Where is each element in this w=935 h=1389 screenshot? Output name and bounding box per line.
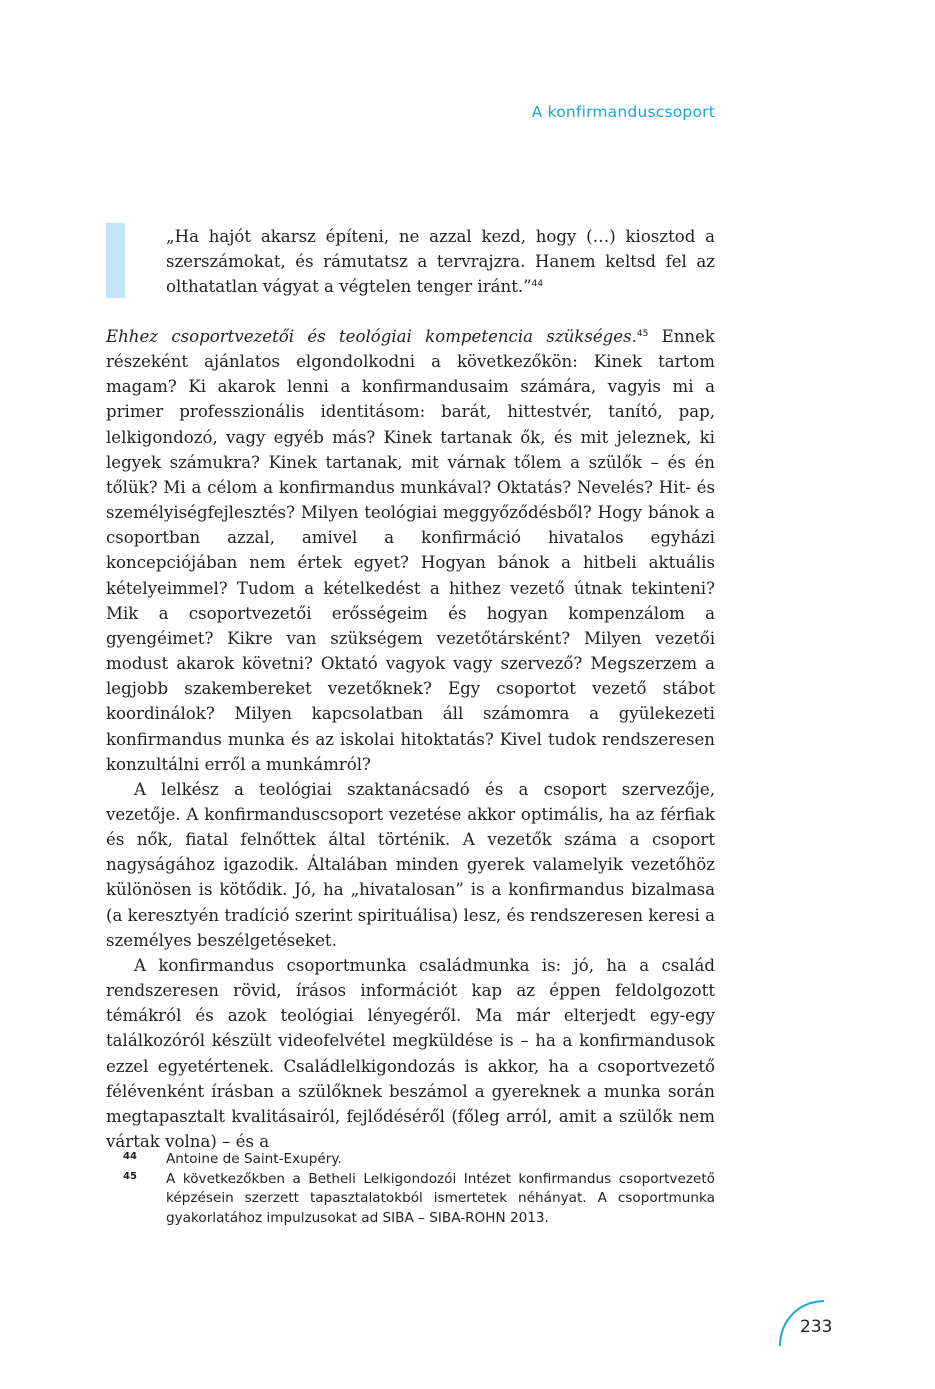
footnote-ref-45[interactable]: 45 [636, 329, 649, 339]
paragraph-1-text: Ennek részeként ajánlatos elgondolkodni a következőkön: Kinek tartom magam? Ki akarok lenni a konfirmandusaim számára, vagyis mi a primer professzionális identitásom: barát, hittestvér, tanító, pap, lelkigondozó, vagy egyéb más? Kinek tartanak ők, és mit jeleznek, ki legyek számukra? Kinek tartanak, mit várnak tőlem a szülők – és én tőlük? Mi a célom a konfirmandus munkával? Oktatás? Nevelés? Hit- és személyiségfejlesztés? Milyen teológiai meggyőződésből? Hogy bánok a csoportban azzal, amivel a konfirmáció hivatalos egyházi koncepciójában nem értek egyet? Hogyan bánok a hitbeli aktuális kételyeimmel? Tudom a kételkedést a hithez vezető útnak tekinteni? Mik a csoportvezetői erősségeim és hogyan kompenzálom a gyengéimet? Kikre van szükségem vezetőtársként? Milyen vezetői modust akarok követni? Oktató vagyok vagy szervező? Megszerzem a legjobb szakembereket vezetőknek? Egy csoportot vezető stábot koordinálok? Milyen kapcsolatban áll számomra a gyülekezeti konfirmandus munka és az iskolai hitoktatás? Kivel tudok rendszeresen konzultálni erről a munkámról? [106, 327, 715, 774]
footnote-ref-44[interactable]: 44 [531, 279, 544, 289]
running-head-title: A konfirmanduscsoport [531, 103, 715, 121]
quote-accent-bar [106, 223, 125, 298]
paragraph-3: A konfirmandus csoportmunka családmunka is: jó, ha a család rendszeresen rövid, írásos információt kap az éppen feldolgozott témákról és azok teológiai lényegéről. Ma már elterjedt egy-egy találkozóról készült videofelvétel megküldése is – ha a konfirmandusok ezzel egyetértenek. Családlelkigondozás is akkor, ha a csoportvezető félévenként írásban a szülőknek beszámol a gyereknek a munka során megtapasztalt kvalitásairól, fejlődéséről (főleg arról, amit a szülők nem vártak volna) – és a [106, 955, 715, 1151]
footnote-number: 45 [123, 1170, 137, 1182]
paragraph-1 [106, 324, 715, 777]
paragraph-1-italic: Ehhez csoportvezetői és teológiai kompetencia szükséges. [106, 327, 637, 346]
footnote-text: A következőkben a Betheli Lelkigondozói Intézet konfirmandus csoportvezető képzésein szerzett tapasztalatokból ismertetek néhányat. A csoportmunka gyakorlatához impulzusokat ad SIBA – SIBA-ROHN 2013. [166, 1170, 715, 1226]
footnote-text: Antoine de Saint-Exupéry. [166, 1151, 342, 1167]
footnotes [106, 1150, 715, 1228]
page-number-badge [770, 1296, 850, 1356]
body-text [106, 324, 715, 1154]
footnote-44 [106, 1150, 715, 1170]
epigraph-text: „Ha hajót akarsz építeni, ne azzal kezd, hogy (…) kiosztod a szerszámokat, és rámutatsz a tervrajzra. Hanem keltsd fel az olthatatlan vágyat a végtelen tenger iránt.” [166, 227, 715, 296]
epigraph-quote [166, 224, 715, 299]
paragraph-2: A lelkész a teológiai szaktanácsadó és a csoport szervezője, vezetője. A konfirmanduscsoport vezetése akkor optimális, ha az férfiak és nők, fiatal felnőttek által történik. A vezetők száma a csoport nagyságához igazodik. Általában minden gyerek valamelyik vezetőhöz különösen is kötődik. Jó, ha „hivatalosan” is a konfirmandus bizalmasa (a keresztyén tradíció szerint spirituálisa) lesz, és rendszeresen keresi a személyes beszélgetéseket. [106, 779, 715, 950]
page-number: 233 [800, 1317, 833, 1337]
footnote-45 [106, 1170, 715, 1229]
footnote-number: 44 [123, 1151, 137, 1162]
